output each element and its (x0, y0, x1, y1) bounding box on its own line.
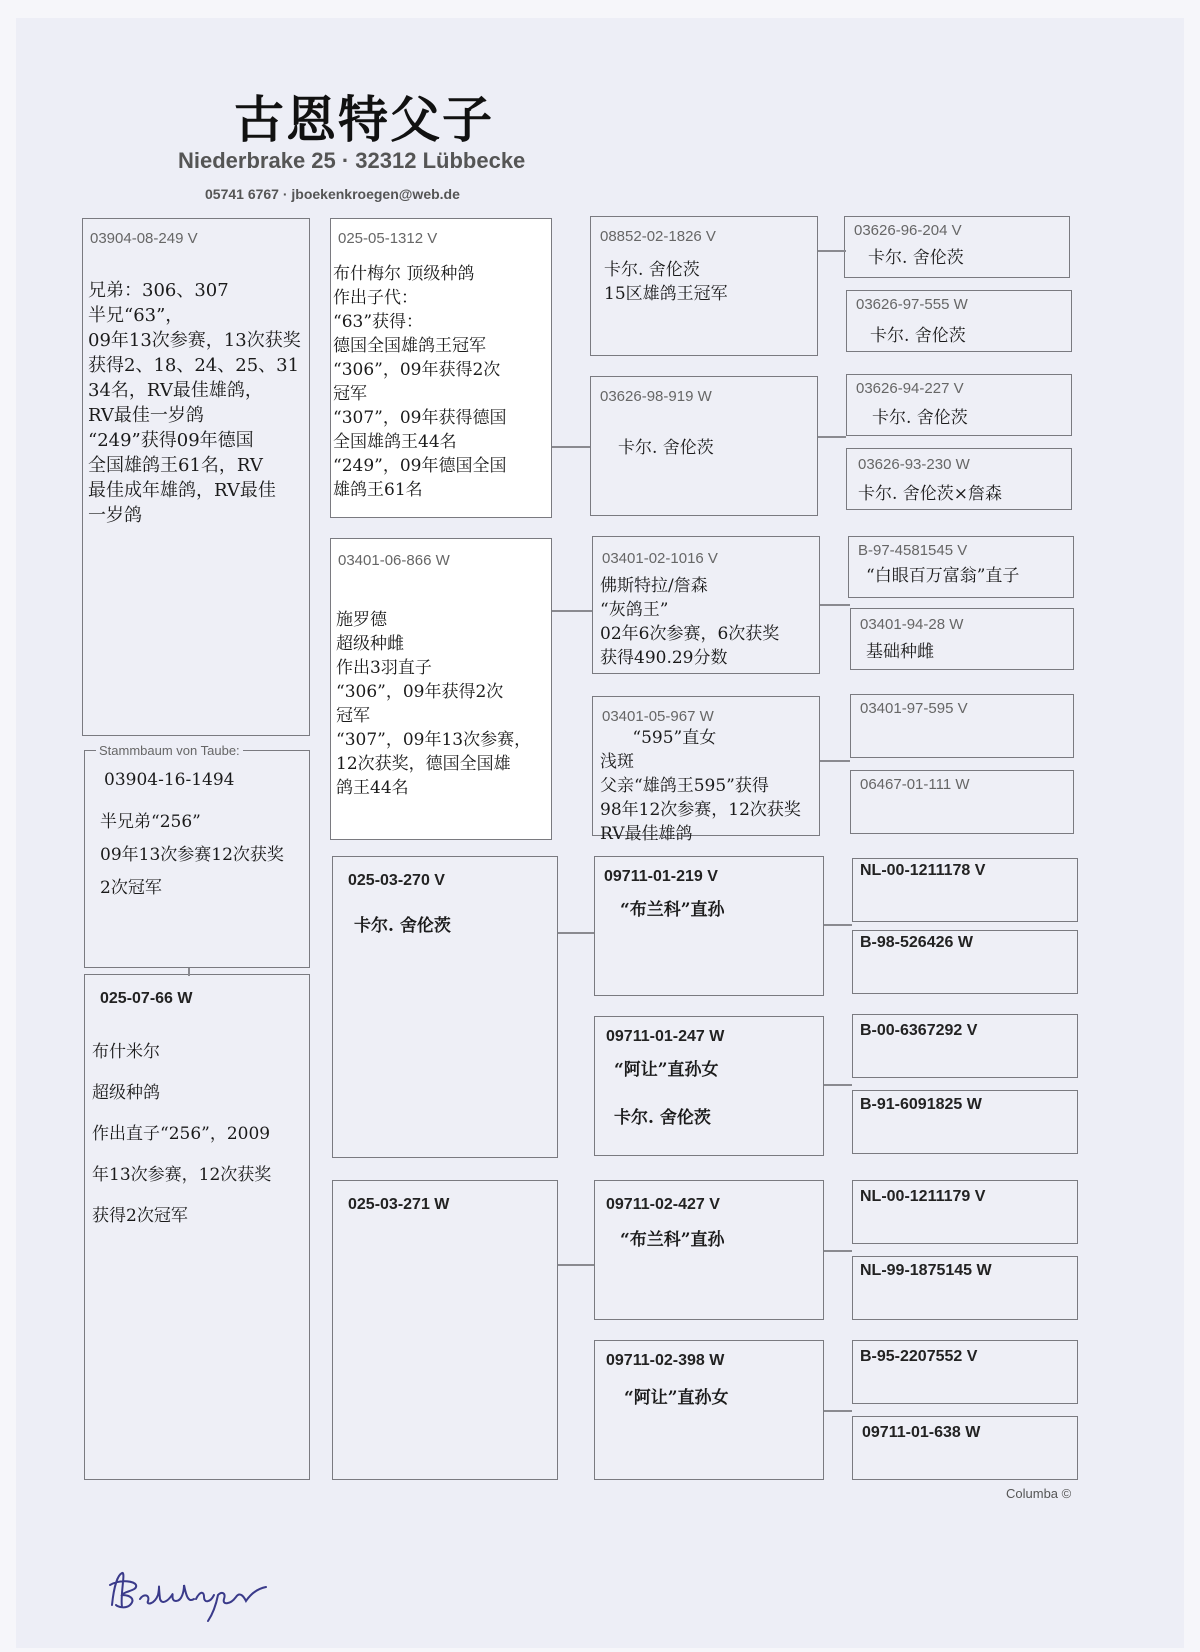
dam-line-note: 布什米尔 超级种鸽 作出直子“256”，2009 年13次参赛，12次获奖 获得2次冠军 (92, 1042, 272, 1226)
parent-note: 布什梅尔 顶级种鸽 作出子代： “63”获得： 德国全国雄鸽王冠军 “306”，09年获得2次 冠军 “307”，09年获得德国 全国雄鸽王44名 “249”，09年德国全国 雄鸽王61名 (333, 264, 507, 500)
great-grandparent-ring: 03626-96-204 V (854, 222, 962, 239)
great-grandparent-ring: 03401-94-28 W (860, 616, 964, 633)
grandparent-ring: 03626-98-919 W (600, 388, 712, 405)
great-grandparent-ring: 03626-93-230 W (858, 456, 970, 473)
grandparent-note: “阿让”直孙女 卡尔. 舍伦茨 (614, 1060, 719, 1128)
grandparent-ring: 03401-02-1016 V (602, 550, 718, 567)
grandparent-ring: 03401-05-967 W (602, 708, 714, 725)
great-grandparent-ring: NL-00-1211179 V (860, 1188, 986, 1205)
connector-line (820, 760, 850, 762)
grandparent-ring: 09711-02-427 V (606, 1196, 720, 1213)
great-grandparent-ring: B-91-6091825 W (860, 1096, 982, 1113)
grandparent-note: “布兰科”直孙 (620, 1230, 725, 1250)
grandparent-note: “595”直女 浅斑 父亲“雄鸽王595”获得 98年12次参赛，12次获奖 RV最佳雄鸽 (600, 728, 801, 844)
great-grandparent-ring: 03626-94-227 V (856, 380, 964, 397)
connector-line (558, 1264, 594, 1266)
parent-box (332, 1180, 558, 1480)
great-grandparent-ring: NL-99-1875145 W (860, 1262, 992, 1279)
great-grandparent-note: 卡尔. 舍伦茨×詹森 (858, 484, 1003, 504)
connector-line (552, 610, 592, 612)
dam-line-ring: 025-07-66 W (100, 990, 193, 1007)
parent-note: 施罗德 超级种雌 作出3羽直子 “306”，09年获得2次 冠军 “307”，09年13次参赛， 12次获奖，德国全国雄 鸽王44名 (336, 610, 532, 798)
grandparent-ring: 09711-01-247 W (606, 1028, 725, 1045)
sibling-ring: 03904-16-1494 (104, 770, 235, 790)
parent-note: 卡尔. 舍伦茨 (354, 916, 451, 936)
connector-line (824, 924, 852, 926)
pedigree-legend: Stammbaum von Taube: (96, 743, 243, 758)
columba-brand: Columba © (1006, 1486, 1072, 1501)
grandparent-note: “阿让”直孙女 (624, 1388, 729, 1408)
connector-line (824, 1410, 852, 1412)
connector-line (558, 932, 594, 934)
grandparent-ring: 09711-02-398 W (606, 1352, 725, 1369)
sibling-note: 半兄弟“256” 09年13次参赛12次获奖 2次冠军 (100, 812, 284, 898)
parent-ring: 025-03-271 W (348, 1196, 450, 1213)
breeder-address: Niederbrake 25 · 32312 Lübbecke (178, 148, 526, 173)
parent-ring: 03401-06-866 W (338, 552, 450, 569)
connector-line (820, 604, 850, 606)
connector-line (818, 250, 846, 252)
great-grandparent-ring: 03401-97-595 V (860, 700, 968, 717)
great-grandparent-note: 卡尔. 舍伦茨 (872, 408, 968, 428)
great-grandparent-ring: 03626-97-555 W (856, 296, 968, 313)
connector-line (824, 1250, 852, 1252)
breeder-contact: 05741 6767 · jboekenkroegen@web.de (205, 186, 460, 202)
subject-note: 兄弟：306、307 半兄“63”， 09年13次参赛，13次获奖 获得2、18、24、25、31 34名，RV最佳雄鸽， RV最佳一岁鸽 “249”获得09年德国 全国雄鸽王61名，RV 最佳成年雄鸽，RV最佳 一岁鸽 (88, 280, 301, 526)
great-grandparent-ring: B-00-6367292 V (860, 1022, 978, 1039)
page-title: 古恩特父子 (234, 90, 494, 149)
great-grandparent-note: 卡尔. 舍伦茨 (868, 248, 964, 268)
grandparent-ring: 09711-01-219 V (604, 868, 718, 885)
parent-box (332, 856, 558, 1158)
great-grandparent-ring: NL-00-1211178 V (860, 862, 986, 879)
great-grandparent-ring: B-98-526426 W (860, 934, 973, 951)
connector-line (824, 1084, 852, 1086)
great-grandparent-ring: B-95-2207552 V (860, 1348, 978, 1365)
connector-line (188, 968, 190, 976)
parent-ring: 025-05-1312 V (338, 230, 438, 247)
connector-line (552, 446, 590, 448)
signature (100, 1555, 300, 1625)
grandparent-note: 佛斯特拉/詹森 “灰鸽王” 02年6次参赛，6次获奖 获得490.29分数 (600, 576, 780, 668)
great-grandparent-ring: 09711-01-638 W (862, 1424, 981, 1441)
connector-line (818, 436, 846, 438)
great-grandparent-ring: B-97-4581545 V (858, 542, 968, 559)
grandparent-ring: 08852-02-1826 V (600, 228, 716, 245)
parent-ring: 025-03-270 V (348, 872, 445, 889)
grandparent-note: “布兰科”直孙 (620, 900, 725, 920)
great-grandparent-note: 基础种雌 (866, 642, 934, 662)
great-grandparent-note: 卡尔. 舍伦茨 (870, 326, 966, 346)
grandparent-note: 卡尔. 舍伦茨 (618, 438, 714, 458)
great-grandparent-note: “白眼百万富翁”直子 (866, 566, 1020, 586)
great-grandparent-ring: 06467-01-111 W (860, 776, 970, 793)
grandparent-note: 卡尔. 舍伦茨 15区雄鸽王冠军 (604, 260, 728, 304)
subject-ring: 03904-08-249 V (90, 230, 198, 247)
